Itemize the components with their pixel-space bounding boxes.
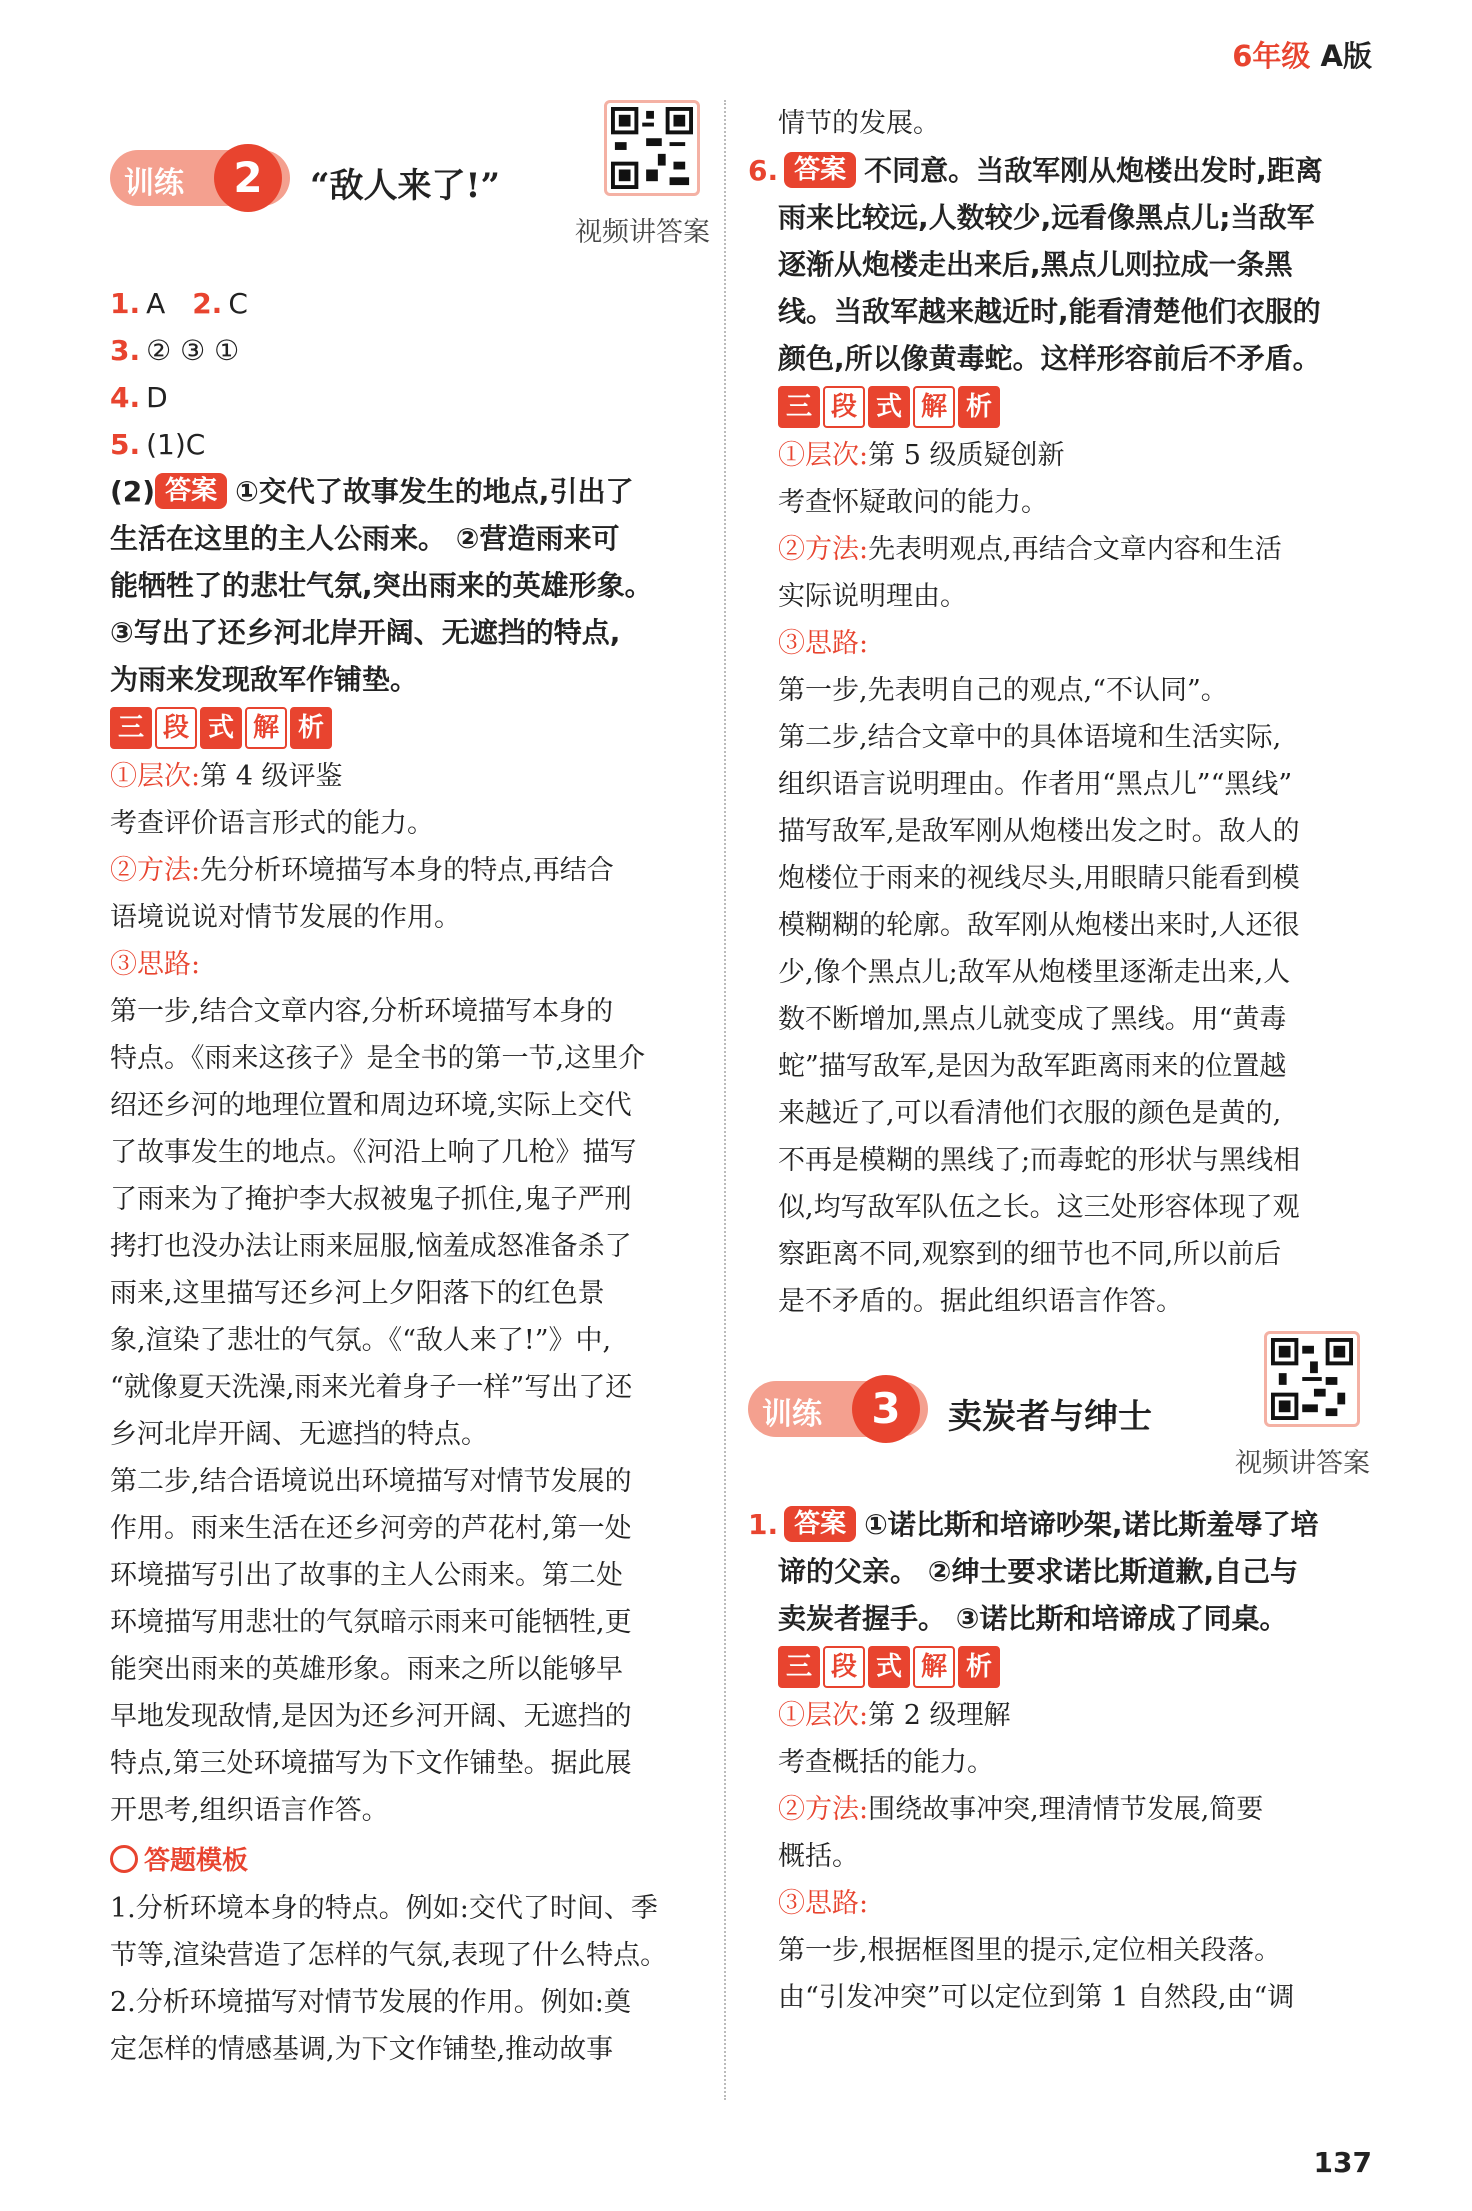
analysis-level: ①层次:第 2 级理解 (778, 1700, 1011, 1731)
q6-answer-line: 雨来比较远,人数较少,远看像黑点儿;当敌军 (778, 201, 1315, 234)
step-line: 作用。雨来生活在还乡河旁的芦花村,第一处 (110, 1513, 632, 1544)
analysis-method: ②方法:先分析环境描写本身的特点,再结合 (110, 855, 614, 886)
step-line: 少,像个黑点儿;敌军从炮楼里逐渐走出来,人 (778, 957, 1291, 988)
t3-answer-line: 1. 答案 ①诺比斯和培谛吵架,诺比斯羞辱了培 (748, 1508, 1319, 1541)
analysis-level-desc: 考查评价语言形式的能力。 (110, 808, 434, 839)
step-line: 蛇”描写敌军,是因为敌军距离雨来的位置越 (778, 1051, 1287, 1082)
analysis-method: ②方法:围绕故事冲突,理清情节发展,简要 (778, 1794, 1264, 1825)
t3-answer-line: 谛的父亲。 ②绅士要求诺比斯道歉,自己与 (778, 1555, 1299, 1588)
q6-answer-line: 逐渐从炮楼走出来后,黑点儿则拉成一条黑 (778, 248, 1293, 281)
template-line: 2.分析环境描写对情节发展的作用。例如:奠 (110, 1987, 631, 2018)
q5-2-answer-line: ③写出了还乡河北岸开阔、无遮挡的特点, (110, 616, 621, 649)
q5-2-answer-line: 生活在这里的主人公雨来。 ②营造雨来可 (110, 522, 620, 555)
training-title: 卖炭者与绅士 (948, 1397, 1152, 1437)
continuation-line: 情节的发展。 (778, 108, 940, 139)
grade-label: 6年级 (1232, 39, 1311, 73)
analysis-path: ③思路: (778, 1888, 869, 1919)
analysis-level: ①层次:第 4 级评鉴 (110, 761, 343, 792)
t3-answer-line: 卖炭者握手。 ③诺比斯和培谛成了同桌。 (778, 1602, 1288, 1635)
answer-row-4: 4. D (110, 381, 168, 414)
step-line: 模糊糊的轮廓。敌军刚从炮楼出来时,人还很 (778, 910, 1300, 941)
template-line: 节等,渲染营造了怎样的气氛,表现了什么特点。 (110, 1940, 668, 1971)
step-line: 早地发现敌情,是因为还乡河开阔、无遮挡的 (110, 1701, 632, 1732)
qr-code-icon[interactable] (604, 100, 700, 196)
analysis-method: 语境说说对情节发展的作用。 (110, 902, 461, 933)
step-line: 了故事发生的地点。《河沿上响了几枪》描写 (110, 1137, 637, 1168)
answer-row-3: 3. ② ③ ① (110, 334, 240, 367)
analysis-banner: 三 段 式 解 析 (110, 707, 332, 749)
answer-badge: 答案 (155, 473, 227, 509)
step-line: 炮楼位于雨来的视线尽头,用眼睛只能看到模 (778, 863, 1300, 894)
step-line: 环境描写引出了故事的主人公雨来。第二处 (110, 1560, 623, 1591)
analysis-level-desc: 考查概括的能力。 (778, 1747, 994, 1778)
q5-2-answer-line: 能牺牲了的悲壮气氛,突出雨来的英雄形象。 (110, 569, 653, 602)
analysis-banner: 三 段 式 解 析 (778, 1646, 1000, 1688)
training-3-header (748, 1331, 1370, 1479)
step-line: 是不矛盾的。据此组织语言作答。 (778, 1286, 1183, 1317)
q6-answer-line: 线。当敌军越来越近时,能看清楚他们衣服的 (778, 295, 1321, 328)
q5-2-answer-line: 为雨来发现敌军作铺垫。 (110, 663, 419, 696)
step-line: 乡河北岸开阔、无遮挡的特点。 (110, 1419, 488, 1450)
step-line: 数不断增加,黑点儿就变成了黑线。用“黄毒 (778, 1004, 1287, 1035)
answer-badge: 答案 (784, 1506, 856, 1542)
step-line: 第二步,结合文章中的具体语境和生活实际, (778, 722, 1282, 753)
step-line: 第一步,先表明自己的观点,“不认同”。 (778, 675, 1228, 706)
analysis-method: 实际说明理由。 (778, 581, 967, 612)
step-line: 第一步,结合文章内容,分析环境描写本身的 (110, 996, 614, 1027)
step-line: 第一步,根据框图里的提示,定位相关段落。 (778, 1935, 1282, 1966)
training-title: “敌人来了!” (310, 166, 501, 206)
q6-answer-line: 颜色,所以像黄毒蛇。这样形容前后不矛盾。 (778, 342, 1321, 375)
qr-code-icon[interactable] (1264, 1331, 1360, 1427)
answer-badge: 答案 (784, 152, 856, 188)
template-line: 定怎样的情感基调,为下文作铺垫,推动故事 (110, 2034, 614, 2065)
left-column (110, 100, 710, 2073)
right-column (748, 100, 1370, 2021)
step-line: 似,均写敌军队伍之长。这三处形容体现了观 (778, 1192, 1300, 1223)
step-line: 能突出雨来的英雄形象。雨来之所以能够早 (110, 1654, 623, 1685)
step-line: 拷打也没办法让雨来屈服,恼羞成怒准备杀了 (110, 1231, 632, 1262)
step-line: 第二步,结合语境说出环境描写对情节发展的 (110, 1466, 632, 1497)
analysis-level: ①层次:第 5 级质疑创新 (778, 440, 1065, 471)
page-number: 137 (1313, 2146, 1372, 2179)
template-line: 1.分析环境本身的特点。例如:交代了时间、季 (110, 1893, 658, 1924)
training-number: 2 (214, 144, 282, 212)
answer-template-label: 答题模板 (110, 1838, 710, 1885)
analysis-path: ③思路: (110, 949, 201, 980)
step-line: “就像夏天洗澡,雨来光着身子一样”写出了还 (110, 1372, 633, 1403)
training-badge: 训练 3 (748, 1381, 928, 1437)
target-icon (110, 1845, 138, 1873)
analysis-level-desc: 考查怀疑敢问的能力。 (778, 487, 1048, 518)
step-line: 描写敌军,是敌军刚从炮楼出发之时。敌人的 (778, 816, 1300, 847)
step-line: 察距离不同,观察到的细节也不同,所以前后 (778, 1239, 1282, 1270)
answer-row-1-2: 1. A 2. C (110, 287, 248, 320)
qr-label: 视频讲答案 (1235, 1448, 1370, 1479)
step-line: 特点。《雨来这孩子》是全书的第一节,这里介 (110, 1043, 646, 1074)
analysis-method: ②方法:先表明观点,再结合文章内容和生活 (778, 534, 1282, 565)
step-line: 来越近了,可以看清他们衣服的颜色是黄的, (778, 1098, 1282, 1129)
q5-2-answer-line: (2) 答案 ①交代了故事发生的地点,引出了 (110, 475, 634, 508)
training-2-header (110, 100, 710, 248)
q6-answer-line: 6. 答案 不同意。当敌军刚从炮楼出发时,距离 (748, 154, 1323, 187)
edition-label: A版 (1320, 39, 1372, 73)
step-line: 特点,第三处环境描写为下文作铺垫。据此展 (110, 1748, 632, 1779)
qr-label: 视频讲答案 (575, 217, 710, 248)
step-line: 环境描写用悲壮的气氛暗示雨来可能牺牲,更 (110, 1607, 632, 1638)
analysis-method: 概括。 (778, 1841, 859, 1872)
training-number: 3 (852, 1375, 920, 1443)
answer-row-5: 5. (1)C (110, 428, 206, 461)
step-line: 雨来,这里描写还乡河上夕阳落下的红色景 (110, 1278, 605, 1309)
analysis-banner: 三 段 式 解 析 (778, 386, 1000, 428)
step-line: 由“引发冲突”可以定位到第 1 自然段,由“调 (778, 1982, 1295, 2013)
step-line: 组织语言说明理由。作者用“黑点儿”“黑线” (778, 769, 1293, 800)
step-line: 绍还乡河的地理位置和周边环境,实际上交代 (110, 1090, 632, 1121)
page-header (1232, 34, 1372, 75)
analysis-path: ③思路: (778, 628, 869, 659)
step-line: 象,渲染了悲壮的气氛。《“敌人来了!”》中, (110, 1325, 612, 1356)
training-badge: 训练 2 (110, 150, 290, 206)
step-line: 了雨来为了掩护李大叔被鬼子抓住,鬼子严刑 (110, 1184, 632, 1215)
step-line: 开思考,组织语言作答。 (110, 1795, 389, 1826)
step-line: 不再是模糊的黑线了;而毒蛇的形状与黑线相 (778, 1145, 1301, 1176)
column-divider (724, 100, 726, 2100)
